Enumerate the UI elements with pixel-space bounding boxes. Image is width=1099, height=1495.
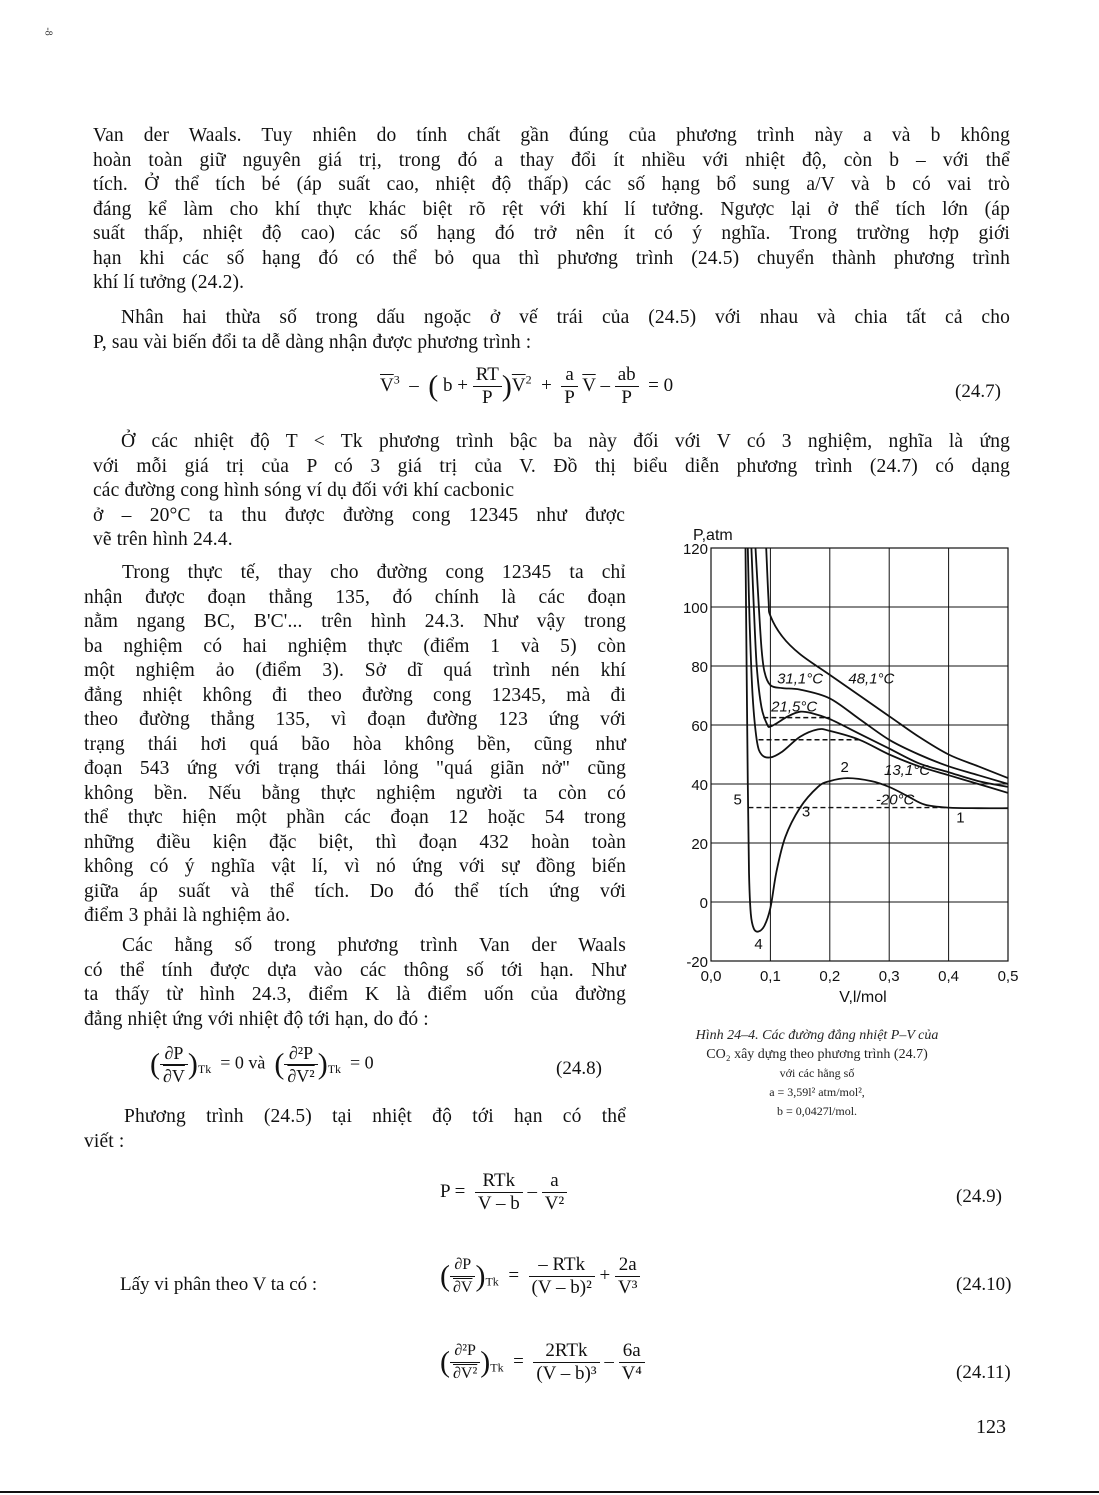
caption-line: b = 0,0427l/mol. bbox=[776, 1104, 858, 1118]
text-line: trạng thái hơi quá bão hòa không bền, cũng như bbox=[84, 733, 626, 755]
eq-equals: = 0 bbox=[350, 1052, 374, 1073]
eq-numerator: 2RTk bbox=[533, 1340, 599, 1363]
eq-numerator: 6a bbox=[619, 1340, 645, 1363]
eq-numerator: – RTk bbox=[529, 1254, 595, 1277]
text-line: đáng kể làm cho khí thực khác biệt rõ rệt với khí lí tưởng. Ngược lại ở thể tích lớn (áp bbox=[93, 198, 1010, 220]
eq-lhs: P = bbox=[440, 1180, 466, 1202]
x-tick-label: 0,2 bbox=[819, 968, 841, 985]
eq-numerator: 2a bbox=[615, 1254, 640, 1277]
eq-text: = 0 và bbox=[220, 1052, 266, 1073]
text-line: đẳng nhiệt ứng với nhiệt độ tới hạn, do đó : bbox=[84, 1008, 429, 1030]
text-line: khí lí tưởng (24.2). bbox=[93, 272, 245, 293]
eq-operator: – bbox=[527, 1180, 537, 1202]
text-line: không bền. Nếu bằng thực nghiệm người ta còn có bbox=[84, 782, 626, 804]
text-line: giữa áp suất và thể tích. Do đó thể tích ứng với bbox=[84, 880, 626, 902]
eq-fraction bbox=[450, 1254, 475, 1299]
eq-operator: – bbox=[604, 1350, 614, 1372]
x-tick-label: 0,3 bbox=[878, 968, 900, 985]
paragraph-6 bbox=[84, 1105, 626, 1154]
text-line: thể thực hiện một phần các đoạn 12 hoặc 54 trong bbox=[84, 807, 626, 828]
text-line: đoạn 543 ứng với trạng thái lỏng "quá giãn nở" cũng bbox=[84, 758, 626, 779]
text-line: ở – 20°C ta thu được đường cong 12345 như được bbox=[93, 504, 625, 526]
isotherm-label: 48,1°C bbox=[848, 670, 895, 688]
isotherm-curve bbox=[766, 548, 1008, 778]
text-line: đẳng nhiệt không đi theo đường cong 12345, mà đi bbox=[84, 684, 626, 706]
eq-paren: ) bbox=[475, 1259, 486, 1293]
text-line: viết : bbox=[84, 1130, 125, 1152]
corner-mark: -8 bbox=[42, 27, 54, 36]
eq-numerator: RTk bbox=[475, 1170, 523, 1193]
text-line: hạn khi các số hạng đó có thể bỏ qua thì phương trình (24.5) chuyển thành phương trình bbox=[93, 247, 1010, 269]
eq-fraction bbox=[450, 1340, 480, 1385]
eq-numerator: RT bbox=[473, 364, 502, 387]
eq-denominator: ∂V bbox=[163, 1066, 185, 1086]
point-label: 4 bbox=[754, 936, 763, 954]
eq-term: $\overline{V}$ bbox=[582, 374, 596, 396]
text-line: Ở các nhiệt độ T < Tk phương trình bậc ba này đối với V có 3 nghiệm, nghĩa là ứng bbox=[121, 431, 1010, 452]
eq-paren: ( bbox=[150, 1047, 160, 1081]
text-line: Nhân hai thừa số trong dấu ngoặc ở vế trái của (24.5) với nhau và chia tất cả cho bbox=[121, 307, 1010, 328]
text-line: theo đường thẳng 135, vì đoạn đường 123 ứng với bbox=[84, 709, 626, 730]
text-line: hoàn toàn giữ nguyên giá trị, trong đó a thay đổi ít nhiều với nhiệt độ, còn b – với thể bbox=[93, 149, 1010, 171]
eq-fraction bbox=[475, 1170, 523, 1215]
eq-denominator: V³ bbox=[617, 1277, 638, 1298]
text-line: ba nghiệm có hai nghiệm thực (điểm 1 và 5) còn bbox=[84, 635, 626, 657]
y-tick-label: 0 bbox=[699, 895, 708, 912]
eq-fraction bbox=[615, 1254, 640, 1299]
eq-operator: – bbox=[409, 374, 419, 396]
eq-numerator: a bbox=[542, 1170, 567, 1193]
text-line: Van der Waals. Tuy nhiên do tính chất gần đúng của phương trình này a và b không bbox=[93, 125, 1010, 146]
eq-paren: ) bbox=[187, 1047, 198, 1081]
eq-term: $\overline{V}$ bbox=[380, 374, 394, 396]
x-tick-label: 0,0 bbox=[700, 968, 722, 985]
paragraph-7: Lấy vi phân theo V ta có : bbox=[120, 1274, 318, 1295]
isotherm-label: 13,1°C bbox=[884, 762, 931, 780]
text-line: không có ý nghĩa vật lí, vì nó ứng với sự đồng biến bbox=[84, 856, 626, 877]
paragraph-1 bbox=[93, 124, 1010, 296]
pv-isotherm-chart bbox=[660, 520, 1040, 1010]
text-line: có thể tính được dựa vào các thông số tới hạn. Như bbox=[84, 959, 626, 981]
eq-denominator: ∂V bbox=[453, 1279, 473, 1296]
text-line: nằm ngang BC, B'C'... trên hình 24.3. Như vậy trong bbox=[84, 611, 626, 632]
eq-paren: ( bbox=[428, 369, 439, 403]
eq-paren: ( bbox=[440, 1259, 450, 1293]
chart-annotations bbox=[734, 671, 965, 954]
eq-denominator: P bbox=[621, 387, 632, 408]
eq-subscript: Tk bbox=[197, 1062, 212, 1077]
eq-fraction bbox=[529, 1254, 595, 1299]
equation-24-9 bbox=[440, 1170, 567, 1215]
equation-number: (24.9) bbox=[956, 1186, 1002, 1207]
text-line: vẽ trên hình 24.4. bbox=[93, 529, 233, 550]
eq-fraction bbox=[473, 364, 502, 409]
point-label: 5 bbox=[733, 791, 742, 809]
eq-denominator: (V – b)³ bbox=[536, 1363, 597, 1384]
isotherm-label: -20°C bbox=[875, 791, 915, 809]
eq-fraction bbox=[561, 364, 578, 409]
y-tick-label: 40 bbox=[691, 777, 708, 794]
eq-fraction bbox=[160, 1042, 188, 1087]
caption-line: Hình 24–4. Các đường đẳng nhiệt P–V của bbox=[695, 1028, 939, 1043]
eq-paren: ) bbox=[480, 1345, 491, 1379]
eq-numerator: ∂²P bbox=[284, 1042, 317, 1065]
eq-paren: ( bbox=[274, 1047, 285, 1081]
bottom-rule bbox=[0, 1491, 1099, 1493]
y-tick-label: -20 bbox=[686, 954, 708, 971]
y-tick-label: 100 bbox=[682, 600, 708, 617]
eq-exponent: 3 bbox=[393, 372, 400, 387]
isotherm-curve bbox=[751, 548, 1008, 787]
isotherm-label: 31,1°C bbox=[777, 670, 824, 688]
point-label: 1 bbox=[956, 809, 965, 827]
eq-fraction bbox=[533, 1340, 599, 1385]
equation-number: (24.8) bbox=[556, 1058, 602, 1079]
eq-subscript: Tk bbox=[485, 1274, 499, 1289]
eq-denominator: P bbox=[564, 387, 575, 408]
text-line: nhận được đoạn thẳng 135, đó chính là các đoạn bbox=[84, 586, 626, 608]
chart-grid bbox=[711, 548, 1008, 961]
eq-operator: – bbox=[600, 374, 610, 396]
eq-operator: + bbox=[541, 374, 552, 396]
eq-denominator: V – b bbox=[477, 1193, 520, 1214]
paragraph-2 bbox=[93, 306, 1010, 355]
caption-line: a = 3,59l² atm/mol², bbox=[769, 1085, 865, 1099]
equation-number: (24.11) bbox=[956, 1362, 1011, 1383]
point-label: 3 bbox=[801, 803, 811, 821]
eq-denominator: (V – b)² bbox=[531, 1277, 592, 1298]
equation-24-8 bbox=[150, 1042, 374, 1087]
text-line: ta thấy từ hình 24.3, điểm K là điểm uốn của đường bbox=[84, 984, 626, 1005]
equation-24-11 bbox=[440, 1340, 645, 1385]
figure-caption bbox=[612, 1026, 1022, 1121]
text-line: điểm 3 phải là nghiệm ảo. bbox=[84, 905, 291, 926]
eq-fraction bbox=[619, 1340, 645, 1385]
y-tick-label: 20 bbox=[691, 836, 708, 853]
x-axis-label: V,l/mol bbox=[839, 989, 887, 1006]
point-label: 2 bbox=[840, 759, 849, 777]
eq-equals: = bbox=[513, 1350, 524, 1372]
y-tick-label: 120 bbox=[682, 541, 708, 558]
text-line: một nghiệm ảo (điểm 3). Sở dĩ quá trình nén khí bbox=[84, 660, 626, 681]
eq-denominator: P bbox=[481, 387, 493, 408]
equation-24-10 bbox=[440, 1254, 640, 1299]
eq-exponent: 2 bbox=[525, 372, 532, 387]
eq-paren: ) bbox=[317, 1047, 328, 1081]
eq-subscript: Tk bbox=[327, 1062, 342, 1077]
plot-frame bbox=[711, 548, 1008, 961]
caption-line: với các hằng số bbox=[779, 1066, 855, 1080]
paragraph-3 bbox=[93, 430, 1010, 479]
x-tick-label: 0,4 bbox=[938, 968, 960, 985]
eq-paren: ( bbox=[440, 1345, 450, 1379]
text-line: Phương trình (24.5) tại nhiệt độ tới hạn có thể bbox=[124, 1106, 626, 1127]
text-line: Trong thực tế, thay cho đường cong 12345 ta chỉ bbox=[122, 562, 626, 583]
x-tick-label: 0,1 bbox=[759, 968, 781, 985]
text-line: những điều kiện đặc biệt, thì đoạn 432 hoàn toàn bbox=[84, 831, 626, 853]
text-line: tích. Ở thể tích bé (áp suất cao, nhiệt độ thấp) các số hạng bổ sung a/V và b có vai trò bbox=[93, 174, 1010, 195]
eq-subscript: Tk bbox=[490, 1360, 504, 1375]
text-line: các đường cong hình sóng ví dụ đối với khí cacbonic bbox=[93, 480, 515, 501]
y-axis-label: P,atm bbox=[693, 527, 733, 544]
eq-fraction bbox=[542, 1170, 567, 1215]
equation-number: (24.10) bbox=[956, 1274, 1012, 1295]
eq-denominator: ∂V² bbox=[287, 1066, 315, 1086]
text-line: P, sau vài biến đổi ta dễ dàng nhận được phương trình : bbox=[93, 331, 532, 353]
paragraph-4 bbox=[84, 561, 626, 929]
page-number: 123 bbox=[976, 1416, 1006, 1438]
y-tick-label: 60 bbox=[691, 718, 708, 735]
y-tick-label: 80 bbox=[691, 659, 708, 676]
text-line: Các hằng số trong phương trình Van der Waals bbox=[122, 935, 626, 956]
equation-number: (24.7) bbox=[955, 381, 1001, 402]
eq-numerator: ∂P bbox=[450, 1254, 475, 1277]
eq-operator: + bbox=[599, 1264, 611, 1286]
eq-denominator: V² bbox=[544, 1193, 565, 1214]
caption-line: CO₂ xây dựng theo phương trình (24.7) bbox=[706, 1047, 928, 1062]
eq-equals: = bbox=[508, 1264, 520, 1286]
x-tick-label: 0,5 bbox=[997, 968, 1019, 985]
isotherm-label: 21,5°C bbox=[771, 698, 818, 716]
eq-term: b + bbox=[442, 374, 468, 396]
text-line: suất thấp, nhiệt độ cao) các số hạng đó trở nên ít có ý nghĩa. Trong trường hợp giới bbox=[93, 223, 1010, 244]
eq-paren: ) bbox=[501, 369, 512, 403]
equation-24-7 bbox=[380, 364, 673, 409]
eq-numerator: ∂P bbox=[160, 1042, 188, 1065]
eq-denominator: V⁴ bbox=[621, 1363, 642, 1384]
text-line: với mỗi giá trị của P có 3 giá trị của V. Đồ thị biểu diễn phương trình (24.7) có dạng bbox=[93, 455, 1010, 477]
eq-fraction bbox=[615, 364, 639, 409]
eq-numerator: ab bbox=[615, 364, 639, 387]
paragraph-3-narrow bbox=[93, 479, 625, 553]
eq-numerator: a bbox=[561, 364, 578, 387]
eq-term: $\overline{V}$ bbox=[511, 374, 526, 396]
eq-numerator: ∂²P bbox=[450, 1340, 480, 1363]
paragraph-5 bbox=[84, 934, 626, 1032]
eq-fraction bbox=[284, 1042, 317, 1087]
eq-equals: = 0 bbox=[648, 374, 674, 396]
eq-denominator: ∂V² bbox=[453, 1365, 478, 1382]
